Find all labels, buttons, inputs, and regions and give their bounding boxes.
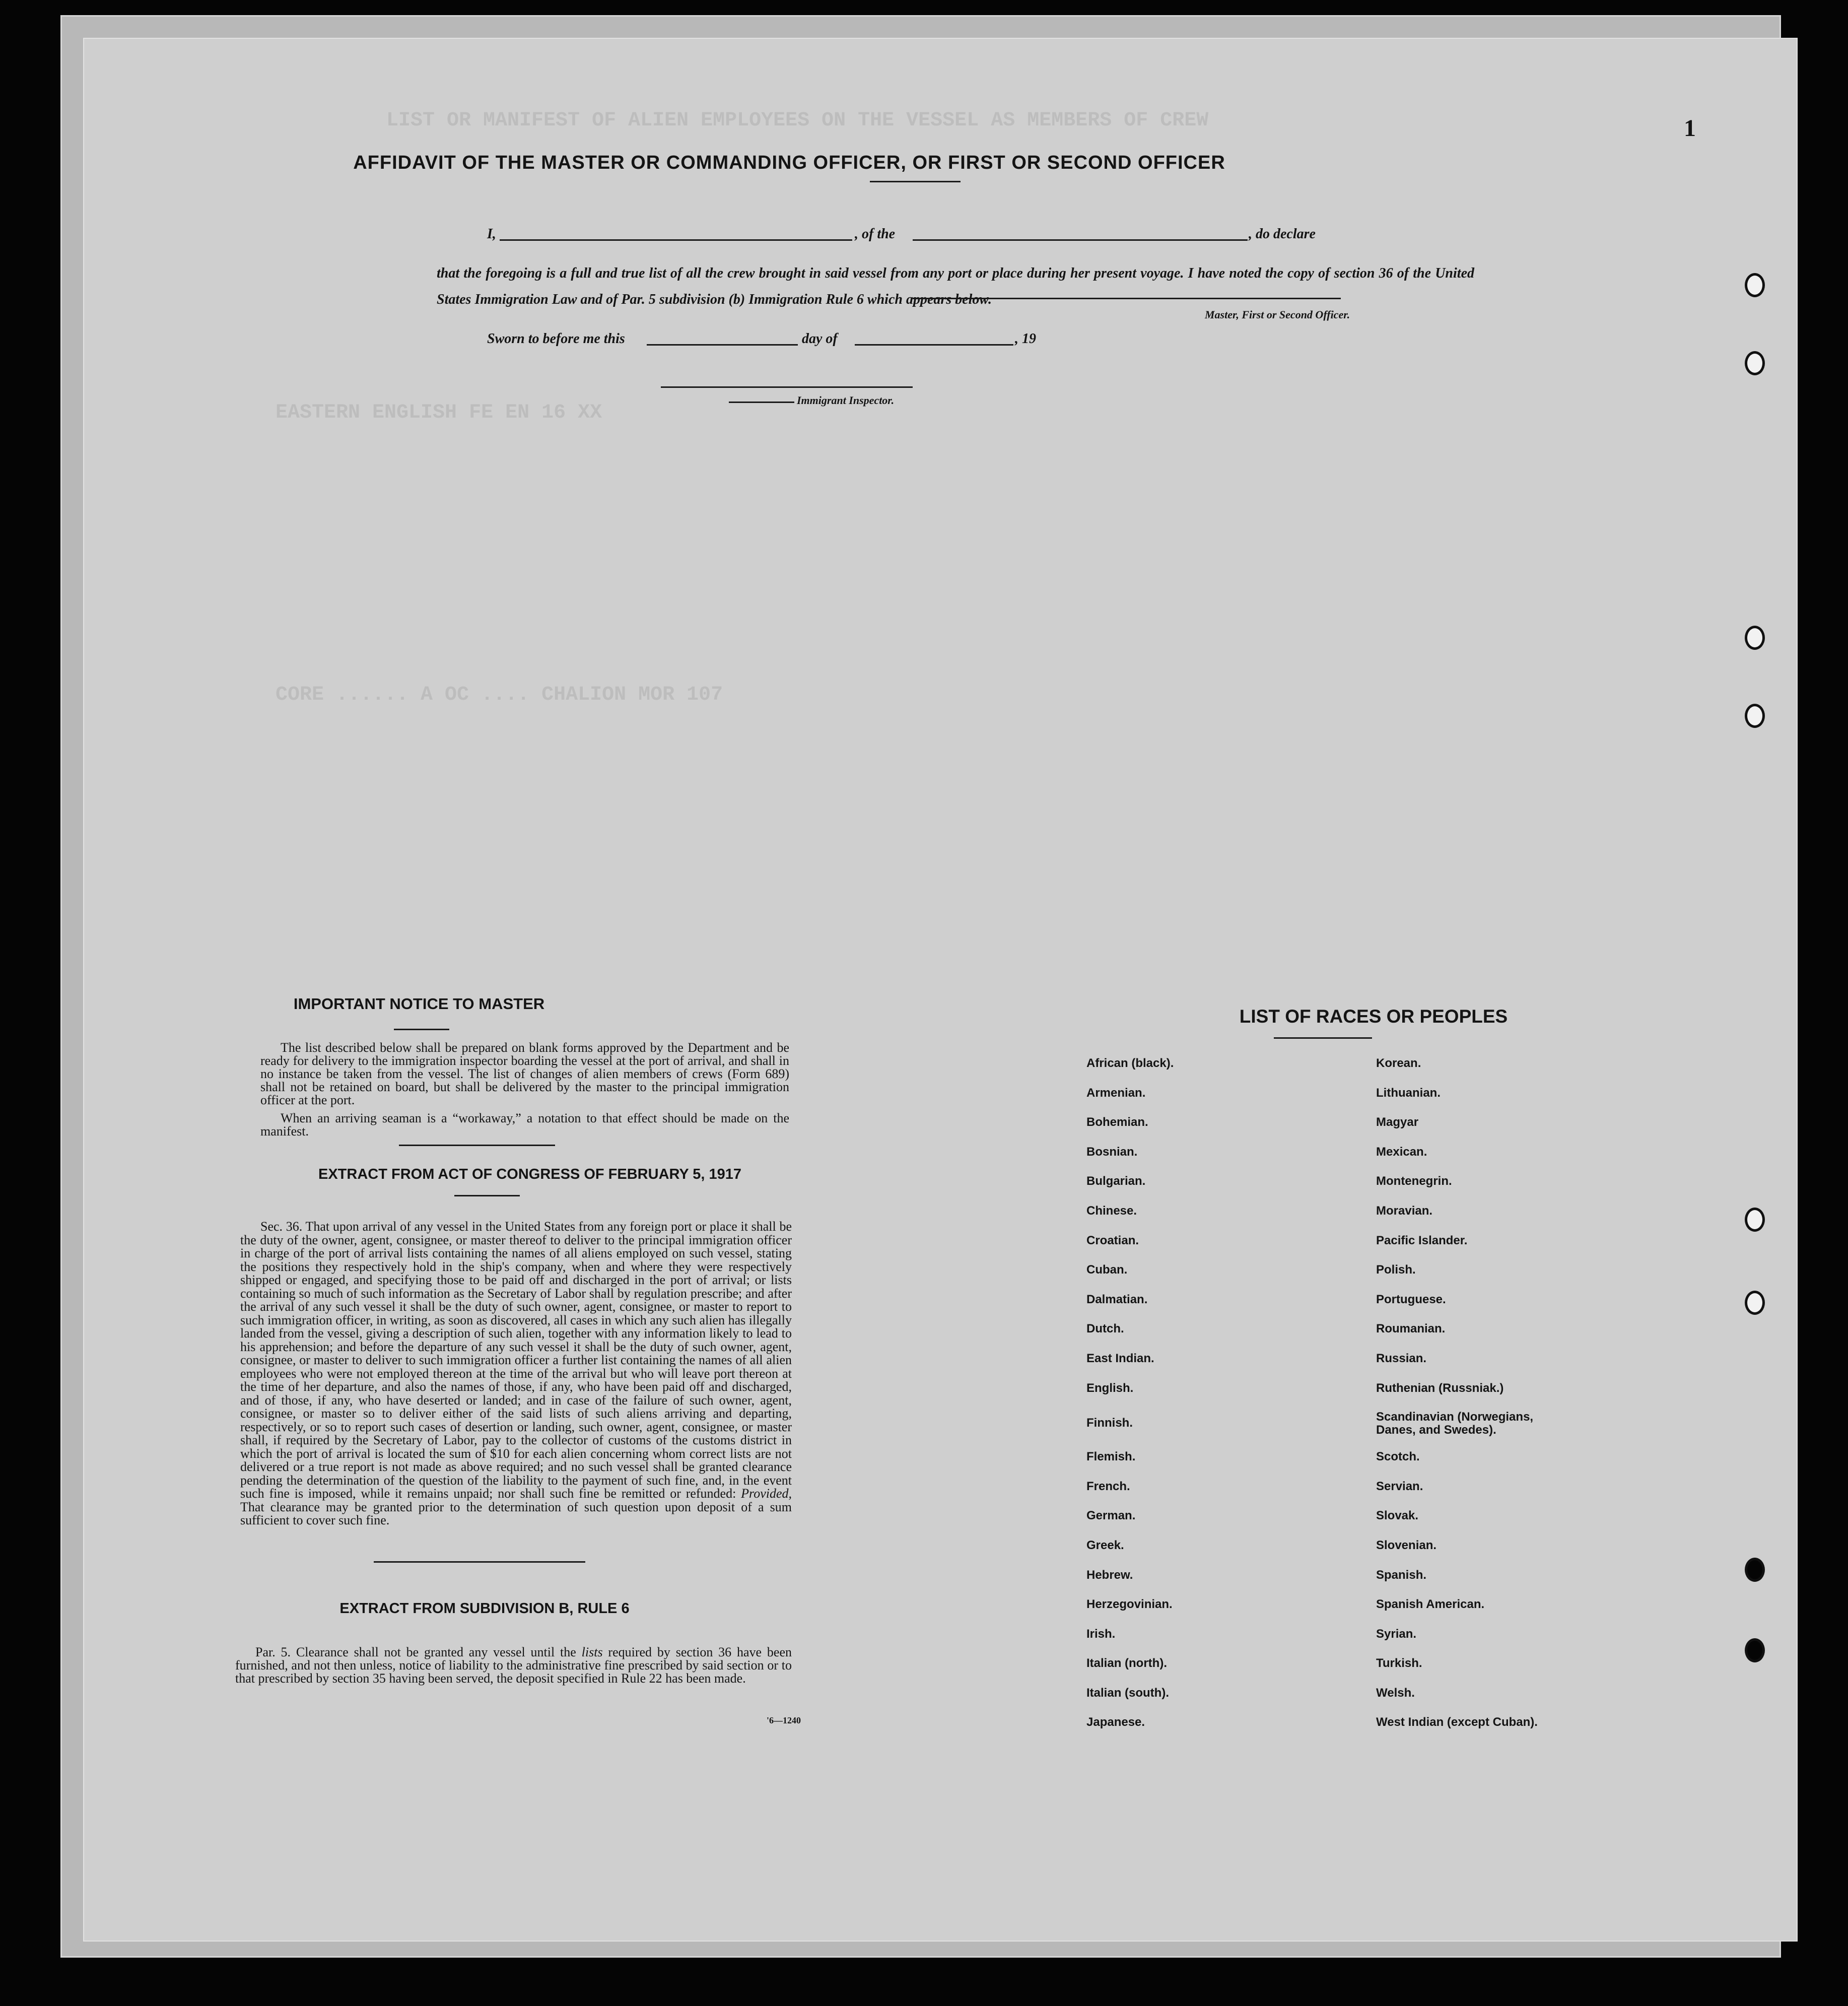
race-item: Hebrew. [1086, 1568, 1133, 1582]
notice-body [260, 1041, 789, 1143]
race-item: Chinese. [1086, 1203, 1137, 1218]
race-item: Pacific Islander. [1376, 1233, 1468, 1247]
race-item: African (black). [1086, 1056, 1174, 1070]
race-item: Flemish. [1086, 1450, 1136, 1464]
race-item: Scotch. [1376, 1450, 1420, 1464]
race-item: Turkish. [1376, 1656, 1422, 1670]
sworn-year: , 19 [1015, 331, 1036, 347]
race-item: Cuban. [1086, 1263, 1128, 1277]
race-item: Mexican. [1376, 1145, 1427, 1159]
race-item: English. [1086, 1381, 1134, 1395]
race-item: Herzegovinian. [1086, 1597, 1173, 1612]
name-blank[interactable] [500, 239, 852, 241]
race-item: Italian (south). [1086, 1686, 1169, 1700]
rule-text-after: required by section 36 have been furnished, and not then unless, notice of liability to the administrative fine prescribed by said section or to that prescribed by section 35 having been served, the deposit specified in Rule 22 has been made. [235, 1645, 792, 1686]
binder-hole [1745, 273, 1765, 297]
race-item: West Indian (except Cuban). [1376, 1715, 1538, 1729]
race-item: Polish. [1376, 1263, 1416, 1277]
binder-hole [1745, 1558, 1765, 1582]
races-left-column [1086, 1056, 1174, 1745]
act-body [240, 1220, 792, 1532]
race-item: Spanish American. [1376, 1597, 1485, 1612]
rule-body [235, 1646, 792, 1690]
race-item: Finnish. [1086, 1416, 1133, 1430]
sworn-day-of: day of [802, 331, 838, 347]
binder-hole [1745, 351, 1765, 375]
sworn-prefix: Sworn to before me this [487, 331, 625, 347]
notice-paragraph-2: When an arriving seaman is a “workaway,” a notation to that effect should be made on the manifest. [260, 1111, 789, 1139]
race-item: Greek. [1086, 1538, 1124, 1552]
rule-title: EXTRACT FROM SUBDIVISION B, RULE 6 [339, 1600, 630, 1617]
section-divider [399, 1145, 555, 1146]
act-proviso-label: Provided, [741, 1486, 792, 1501]
race-item: Montenegrin. [1376, 1174, 1452, 1188]
binder-hole [1745, 704, 1765, 728]
binder-hole [1745, 626, 1765, 650]
race-item: Syrian. [1376, 1627, 1417, 1641]
sworn-day-blank[interactable] [647, 344, 798, 346]
affidavit-do-declare: , do declare [1249, 226, 1316, 242]
form-number: '6—1240 [767, 1715, 801, 1725]
race-item: Bulgarian. [1086, 1174, 1146, 1188]
act-proviso-text: That clearance may be granted prior to the determination of such question upon deposit of a sum sufficient to cover such fine. [240, 1499, 792, 1527]
binder-hole [1745, 1638, 1765, 1662]
affidavit-body: that the foregoing is a full and true list of all the crew brought in said vessel from any port or place during her present voyage. I have noted the copy of section 36 of the United States Immigration Law and of Par. 5 subdivision (b) Immigration Rule 6 which appears below. [437, 265, 1474, 307]
inspector-rule [729, 402, 794, 403]
race-item: Dutch. [1086, 1322, 1124, 1336]
vessel-blank[interactable] [913, 239, 1248, 241]
race-item: Lithuanian. [1376, 1086, 1441, 1100]
binder-hole [1745, 1208, 1765, 1232]
race-item: Portuguese. [1376, 1292, 1446, 1306]
rule-divider [374, 1561, 585, 1563]
race-item: Slovenian. [1376, 1538, 1437, 1552]
act-rule [454, 1195, 520, 1196]
race-item: German. [1086, 1509, 1136, 1523]
race-item: Irish. [1086, 1627, 1116, 1641]
notice-rule [394, 1029, 449, 1030]
affidavit-title: AFFIDAVIT OF THE MASTER OR COMMANDING OFFICER, OR FIRST OR SECOND OFFICER [353, 152, 1225, 173]
binder-hole [1745, 1291, 1765, 1315]
bleed-through-row: CORE ...... A OC .... CHALION MOR 107 [276, 684, 723, 706]
race-item: East Indian. [1086, 1351, 1154, 1365]
rule-lists-word: lists [581, 1645, 603, 1659]
inspector-caption: Immigrant Inspector. [797, 394, 895, 407]
title-underline [870, 181, 961, 182]
affidavit-i: I, [487, 226, 496, 242]
race-item: Magyar [1376, 1115, 1419, 1129]
inspector-signature-line[interactable] [661, 386, 913, 388]
notice-paragraph-1: The list described below shall be prepared on blank forms approved by the Department and be ready for delivery to the immigration inspector boarding the vessel at the port of arrival, and shall in no instance be taken from the vessel. The list of changes of alien members of crews (Form 689) shall not be retained on board, but shall be delivered by the master to the principal immigration officer at the port. [260, 1040, 789, 1107]
master-signature-line[interactable] [913, 298, 1341, 299]
race-item: Dalmatian. [1086, 1292, 1148, 1306]
races-rule [1274, 1037, 1372, 1039]
race-item: Ruthenian (Russniak.) [1376, 1381, 1504, 1395]
act-title: EXTRACT FROM ACT OF CONGRESS OF FEBRUARY 5, 1917 [318, 1166, 742, 1182]
form-page [83, 38, 1798, 1942]
page-number: 1 [1684, 115, 1696, 142]
act-section-label: Sec. 36. [260, 1219, 303, 1234]
race-item: Slovak. [1376, 1509, 1419, 1523]
bleed-through-header: LIST OR MANIFEST OF ALIEN EMPLOYEES ON THE VESSEL AS MEMBERS OF CREW [386, 109, 1209, 132]
race-item: Italian (north). [1086, 1656, 1167, 1670]
race-item: Armenian. [1086, 1086, 1146, 1100]
sworn-month-blank[interactable] [855, 344, 1013, 346]
race-item: Bosnian. [1086, 1145, 1138, 1159]
race-item: Scandinavian (Norwegians, Danes, and Swedes). [1376, 1410, 1534, 1437]
rule-text-before: Par. 5. Clearance shall not be granted any vessel until the [255, 1645, 576, 1659]
race-item: Bohemian. [1086, 1115, 1148, 1129]
race-item: Spanish. [1376, 1568, 1427, 1582]
race-item: French. [1086, 1479, 1130, 1493]
race-item: Korean. [1376, 1056, 1421, 1070]
races-right-column [1376, 1056, 1557, 1745]
master-caption: Master, First or Second Officer. [1205, 308, 1350, 321]
affidavit-of-the: , of the [855, 226, 896, 242]
race-item: Servian. [1376, 1479, 1423, 1493]
race-item: Russian. [1376, 1351, 1427, 1365]
race-item: Roumanian. [1376, 1322, 1446, 1336]
act-text: That upon arrival of any vessel in the United States from any foreign port or place it shall be the duty of the owner, agent, consignee, or master thereof to deliver to the principal immigration officer in charge of the port of arrival lists containing the names of all aliens employed on such vessel, stating the positions they respectively hold in the ship's company, when and where they were respectively shipped or engaged, and specifying those to be paid off and discharged in the port of arrival; or lists containing so much of such information as the Secretary of Labor shall by regulation prescribe; and after the arrival of any such vessel it shall be the duty of such owner, agent, consignee, or master to report to such immigration officer, in writing, as soon as discovered, all cases in which any such alien has illegally landed from the vessel, giving a description of such alien, together with any information likely to lead to his apprehension; and before the departure of any such vessel it shall be the duty of such owner, agent, consignee, or master to deliver to such immigration officer a further list containing the names of all alien employees who were not employed thereon at the time of the arrival but who will leave port thereon at the time of her departure, and also the names of those, if any, who have been paid off and discharged, and of those, if any, who have deserted or landed; and in case of the failure of such owner, agent, consignee, or master so to deliver either of the said lists of such aliens arriving and departing, respectively, or so to report such cases of desertion or landing, such owner, agent, consignee, or master shall, if required by the Secretary of Labor, pay to the collector of customs of the customs district in which the port of arrival is located the sum of $10 for each alien concerning whom correct lists are not delivered or a true report is not made as above required; and no such vessel shall be granted clearance pending the determination of the question of the liability to the payment of such fine, and, in the event such fine is imposed, while it remains unpaid; nor shall such fine be remitted or refunded: [240, 1219, 792, 1501]
race-item: Welsh. [1376, 1686, 1415, 1700]
bleed-through-row: EASTERN ENGLISH FE EN 16 XX [276, 402, 602, 424]
race-item: Moravian. [1376, 1203, 1433, 1218]
races-title: LIST OF RACES OR PEOPLES [1239, 1006, 1508, 1027]
notice-title: IMPORTANT NOTICE TO MASTER [293, 995, 545, 1013]
race-item: Japanese. [1086, 1715, 1145, 1729]
race-item: Croatian. [1086, 1233, 1139, 1247]
